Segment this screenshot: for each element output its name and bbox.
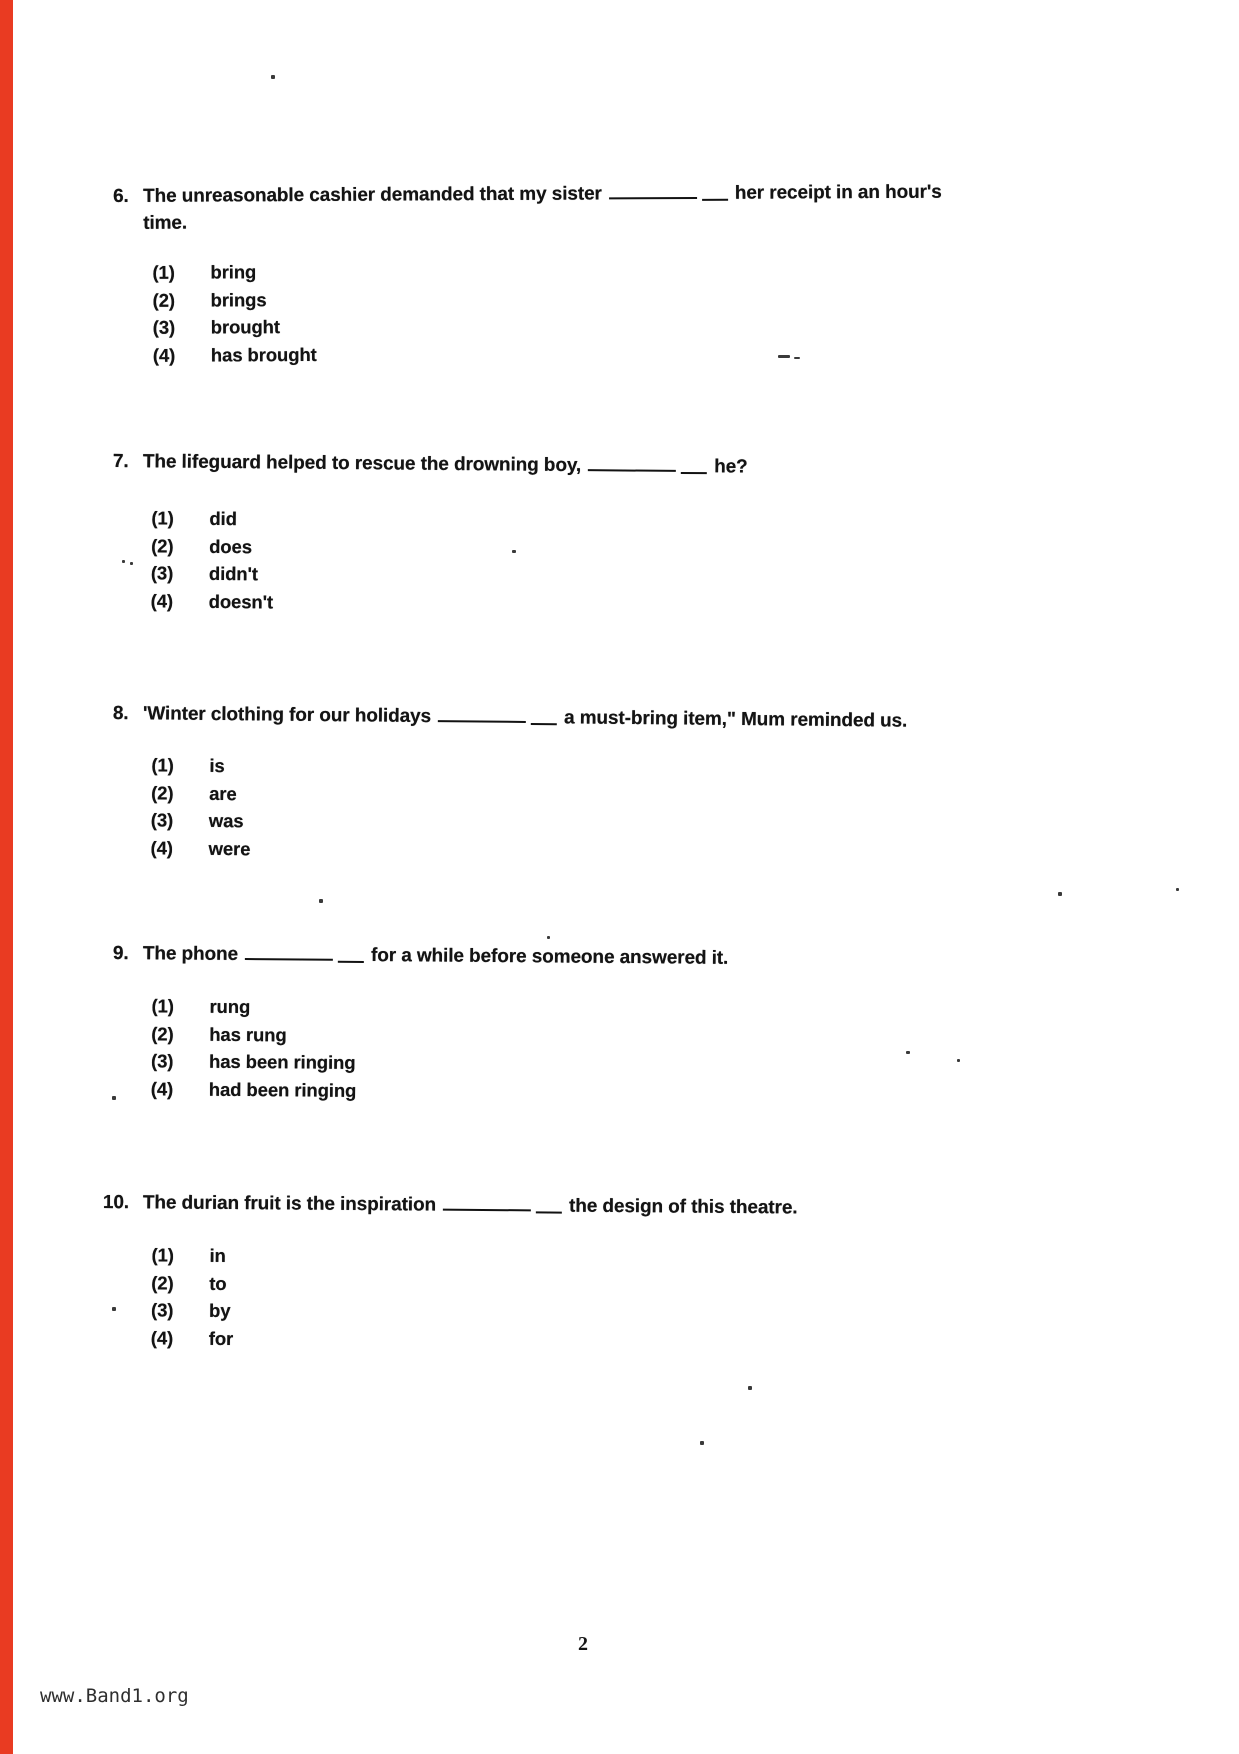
option-marker: (1) bbox=[151, 1244, 174, 1266]
option-marker: (4) bbox=[150, 1326, 174, 1349]
option-marker: (2) bbox=[151, 1022, 174, 1044]
scan-speck bbox=[112, 1096, 116, 1100]
scan-speck bbox=[122, 560, 125, 563]
option-text: by bbox=[208, 1299, 231, 1322]
option-marker: (2) bbox=[152, 289, 175, 311]
question-number: 10. bbox=[102, 1192, 130, 1214]
question-number: 6. bbox=[113, 185, 129, 207]
option-marker: (2) bbox=[151, 1271, 174, 1294]
question-text: The unreasonable cashier demanded that my sister her receipt in an hour's bbox=[143, 181, 942, 207]
option-text: were bbox=[208, 837, 251, 859]
option-text: rung bbox=[209, 995, 251, 1018]
option-text: bring bbox=[210, 261, 257, 283]
option-marker: (2) bbox=[151, 534, 174, 557]
option-text: has been ringing bbox=[208, 1050, 356, 1073]
answer-blank bbox=[245, 943, 364, 968]
answer-blank bbox=[588, 454, 707, 479]
option-marker: (4) bbox=[150, 589, 174, 612]
option-marker: (2) bbox=[151, 781, 174, 804]
question-number: 8. bbox=[112, 702, 129, 725]
question-number: 7. bbox=[112, 450, 129, 473]
question-text: The phone for a while before someone answered it. bbox=[142, 943, 729, 969]
option-text: does bbox=[209, 535, 253, 557]
scan-speck bbox=[319, 899, 323, 903]
option-marker: (3) bbox=[150, 1050, 174, 1072]
left-edge-red-bar bbox=[0, 0, 13, 1754]
scan-speck bbox=[271, 75, 275, 79]
option-text: are bbox=[209, 782, 237, 804]
option-text: brings bbox=[210, 288, 267, 310]
scan-speck bbox=[748, 1386, 752, 1390]
scan-speck bbox=[112, 1307, 116, 1311]
option-text: did bbox=[209, 507, 237, 530]
question-8 bbox=[111, 702, 1092, 870]
options-list bbox=[113, 254, 1094, 369]
option-marker: (4) bbox=[152, 344, 176, 366]
option-marker: (4) bbox=[150, 836, 174, 859]
scan-speck bbox=[1176, 888, 1179, 891]
scan-speck bbox=[547, 936, 550, 939]
watermark: www.Band1.org bbox=[40, 1685, 189, 1707]
question-9 bbox=[112, 942, 1093, 1110]
option-marker: (3) bbox=[152, 316, 176, 338]
question-text: 'Winter clothing for our holidays a must-bring item," Mum reminded us. bbox=[142, 703, 908, 732]
option-text: didn't bbox=[208, 562, 259, 585]
option-text: has brought bbox=[210, 343, 317, 365]
scan-speck bbox=[778, 355, 790, 358]
question-6 bbox=[113, 180, 1094, 369]
options-list bbox=[111, 751, 1092, 870]
option-text: for bbox=[208, 1327, 234, 1349]
scan-speck bbox=[700, 1441, 704, 1445]
option-marker: (1) bbox=[151, 507, 174, 529]
option-marker: (1) bbox=[151, 754, 174, 776]
question-10 bbox=[102, 1191, 1083, 1359]
options-list bbox=[112, 504, 1093, 623]
option-text: had been ringing bbox=[208, 1078, 357, 1101]
option-text: was bbox=[208, 809, 244, 832]
option-text: to bbox=[209, 1272, 227, 1294]
option-marker: (3) bbox=[150, 809, 174, 831]
option-text: in bbox=[209, 1244, 226, 1266]
options-list bbox=[102, 1241, 1083, 1359]
answer-blank bbox=[609, 182, 728, 207]
scan-speck bbox=[512, 550, 516, 553]
answer-blank bbox=[438, 705, 557, 730]
question-text: The lifeguard helped to rescue the drowning boy, he? bbox=[142, 451, 748, 478]
scan-speck bbox=[794, 357, 800, 359]
scan-speck bbox=[906, 1051, 910, 1054]
option-marker: (1) bbox=[151, 995, 174, 1017]
options-list bbox=[112, 992, 1093, 1110]
option-text: doesn't bbox=[208, 590, 274, 612]
question-text: The durian fruit is the inspiration the design of this theatre. bbox=[142, 1192, 798, 1219]
option-text: is bbox=[209, 754, 225, 777]
question-number: 9. bbox=[112, 942, 129, 965]
option-text: brought bbox=[210, 316, 280, 338]
question-7 bbox=[112, 450, 1093, 623]
option-marker: (3) bbox=[150, 562, 174, 584]
question-text-line2: time. bbox=[143, 212, 188, 234]
scan-speck bbox=[130, 562, 133, 565]
scan-speck bbox=[1058, 892, 1062, 896]
option-row bbox=[153, 336, 1094, 368]
scan-speck bbox=[957, 1059, 960, 1062]
page-number: 2 bbox=[578, 1633, 588, 1655]
option-marker: (4) bbox=[150, 1077, 174, 1099]
option-marker: (1) bbox=[152, 261, 175, 283]
answer-blank bbox=[443, 1194, 562, 1219]
option-text: has rung bbox=[209, 1023, 287, 1045]
option-marker: (3) bbox=[150, 1299, 174, 1321]
